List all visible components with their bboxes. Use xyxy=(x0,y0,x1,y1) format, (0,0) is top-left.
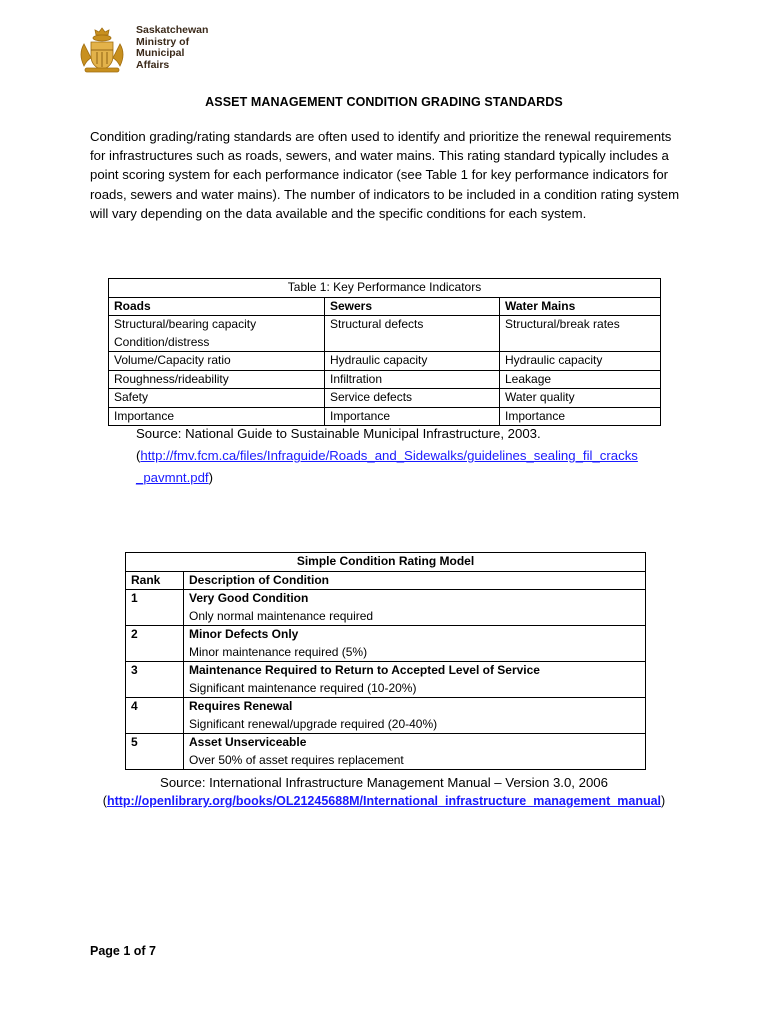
table-cell: Infiltration xyxy=(325,370,500,389)
table-caption: Table 1: Key Performance Indicators xyxy=(109,279,661,298)
condition-description: Significant renewal/upgrade required (20-40%) xyxy=(189,716,438,731)
rank-cell: 1 xyxy=(126,590,184,626)
table-cell: Service defects xyxy=(325,389,500,408)
column-header-water-mains: Water Mains xyxy=(500,297,661,316)
table-caption-row xyxy=(109,279,661,298)
column-header-sewers: Sewers xyxy=(325,297,500,316)
ministry-logo xyxy=(76,24,216,80)
table-cell: Roughness/rideability xyxy=(109,370,325,389)
table-cell: Water quality xyxy=(500,389,661,408)
intro-paragraph: Condition grading/rating standards are often used to identify and prioritize the renewal requirements for infrastructures such as roads, sewers, and water mains. This rating standard typically includes a point scoring system for each performance indicator (see Table 1 for key performance indicators for roads, sewers and water mains). The number of indicators to be included in a condition rating system will vary depending on the data available and the specific conditions for each system. xyxy=(90,129,680,221)
condition-title: Maintenance Required to Return to Accepted Level of Service xyxy=(189,663,540,677)
table-cell: Structural/break rates xyxy=(500,316,661,352)
description-cell xyxy=(184,698,646,734)
condition-title: Minor Defects Only xyxy=(189,627,299,641)
paren-open: ( xyxy=(136,448,141,463)
rank-cell: 5 xyxy=(126,734,184,770)
table-header-row xyxy=(126,571,646,590)
logo-line: Ministry of xyxy=(136,35,190,48)
paren-close: ) xyxy=(661,794,666,808)
logo-line: Saskatchewan xyxy=(136,24,209,36)
table-cell: Volume/Capacity ratio xyxy=(109,352,325,371)
rank-cell: 3 xyxy=(126,662,184,698)
column-header-rank: Rank xyxy=(126,571,184,590)
document-title: ASSET MANAGEMENT CONDITION GRADING STANDARDS xyxy=(205,95,563,109)
paren-close: ) xyxy=(208,470,213,485)
condition-title: Asset Unserviceable xyxy=(189,735,307,749)
table-cell: Importance xyxy=(325,407,500,426)
table-cell: Hydraulic capacity xyxy=(325,352,500,371)
condition-description: Significant maintenance required (10-20%) xyxy=(189,680,417,695)
paren-open: ( xyxy=(102,794,107,808)
table-row xyxy=(126,626,646,662)
condition-title: Very Good Condition xyxy=(189,591,309,605)
table-row xyxy=(126,662,646,698)
page-number: Page 1 of 7 xyxy=(90,944,156,958)
condition-title: Requires Renewal xyxy=(189,699,293,713)
condition-rating-table xyxy=(125,552,646,770)
source-citation-2: Source: International Infrastructure Management Manual – Version 3.0, 2006 xyxy=(160,775,608,790)
table-row xyxy=(126,734,646,770)
rank-cell: 2 xyxy=(126,626,184,662)
table-caption: Simple Condition Rating Model xyxy=(126,553,646,572)
source-link-line-1 xyxy=(136,445,638,467)
table-row xyxy=(126,698,646,734)
condition-description: Only normal maintenance required xyxy=(189,608,374,623)
rank-cell: 4 xyxy=(126,698,184,734)
table-caption-row xyxy=(126,553,646,572)
table-row xyxy=(109,316,661,352)
description-cell xyxy=(184,626,646,662)
source-link-2[interactable]: http://openlibrary.org/books/OL21245688M/International_infrastructure_management_manual xyxy=(106,794,662,808)
table-row xyxy=(109,389,661,408)
table-row xyxy=(109,352,661,371)
table-cell: Importance xyxy=(109,407,325,426)
source-link-line-3 xyxy=(0,792,768,810)
logo-line: Municipal xyxy=(136,47,185,59)
source-link-1[interactable]: http://fmv.fcm.ca/files/Infraguide/Roads_and_Sidewalks/guidelines_sealing_fil_cracks xyxy=(140,448,638,463)
source-link-line-2 xyxy=(136,467,213,489)
source-citation-1: Source: National Guide to Sustainable Municipal Infrastructure, 2003. xyxy=(136,426,541,441)
description-cell xyxy=(184,590,646,626)
table-cell: Safety xyxy=(109,389,325,408)
table-cell: Structural/bearing capacity Condition/distress xyxy=(109,316,325,352)
table-cell: Hydraulic capacity xyxy=(500,352,661,371)
source-link-1-continued[interactable]: _pavmnt.pdf xyxy=(136,470,209,485)
kpi-table xyxy=(108,278,661,426)
coat-of-arms-icon xyxy=(76,24,128,76)
condition-description: Minor maintenance required (5%) xyxy=(189,644,368,659)
logo-line: Affairs xyxy=(136,58,170,71)
description-cell xyxy=(184,734,646,770)
column-header-description: Description of Condition xyxy=(184,571,646,590)
description-cell xyxy=(184,662,646,698)
logo-text xyxy=(136,25,208,71)
table-cell: Leakage xyxy=(500,370,661,389)
table-cell: Importance xyxy=(500,407,661,426)
table-row xyxy=(126,590,646,626)
condition-description: Over 50% of asset requires replacement xyxy=(189,752,404,767)
table-row xyxy=(109,370,661,389)
column-header-roads: Roads xyxy=(109,297,325,316)
table-cell: Structural defects xyxy=(325,316,500,352)
table-header-row xyxy=(109,297,661,316)
